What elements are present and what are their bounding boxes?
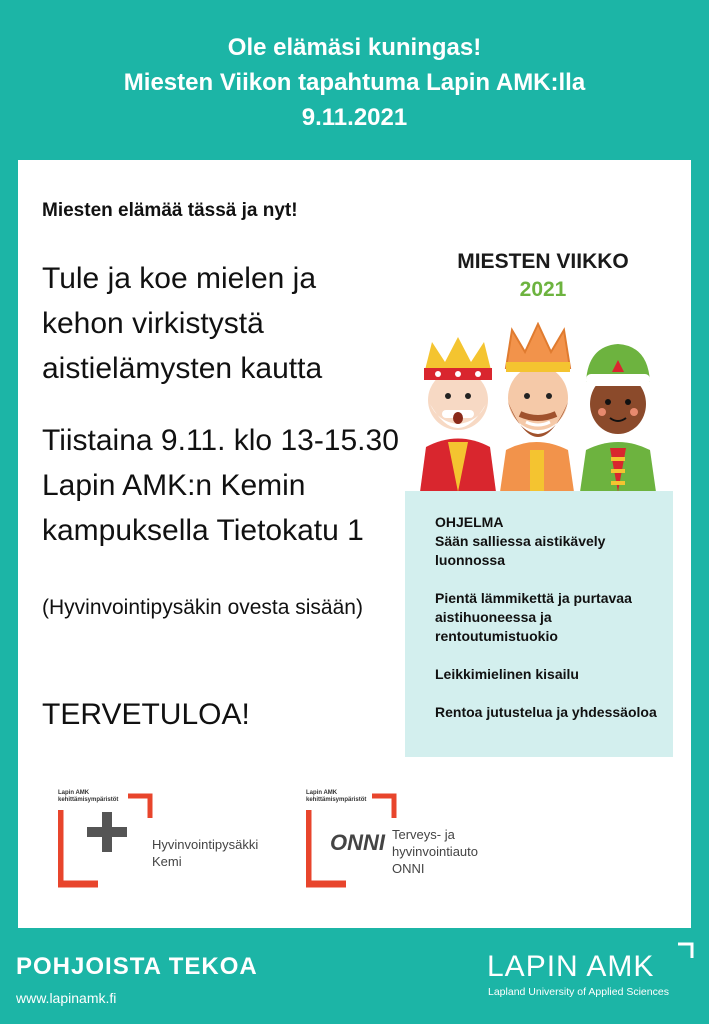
lapin-amk-brand-sub: Lapland University of Applied Sciences xyxy=(488,986,669,998)
onni-mark: ONNI xyxy=(330,830,385,855)
onni-logo xyxy=(306,790,506,890)
poster-header xyxy=(0,30,709,135)
header-line-3: 9.11.2021 xyxy=(301,104,408,131)
logo-label-line3: ONNI xyxy=(392,861,425,876)
brand-corner-icon xyxy=(676,942,696,962)
logo-small-text: Lapin AMK kehittämisympäristöt xyxy=(58,790,119,803)
logo-label-line2: hyvinvointiauto xyxy=(392,844,478,859)
logo-label-line2: Kemi xyxy=(152,854,182,869)
plus-frame-icon xyxy=(58,790,158,890)
content-card xyxy=(18,160,691,928)
footer-url[interactable]: www.lapinamk.fi xyxy=(16,990,117,1006)
logo-label-line1: Hyvinvointipysäkki xyxy=(152,837,259,852)
logo-small-text: Lapin AMK kehittämisympäristöt xyxy=(306,790,367,803)
hyvinvointipysakki-logo xyxy=(58,790,258,890)
lead-text: Tule ja koe mielen ja kehon virkistystä aistielämysten kautta xyxy=(42,262,323,385)
header-line-2: Miesten Viikon tapahtuma Lapin AMK:lla xyxy=(123,69,586,96)
program-item: Rentoa jutustelua ja yhdessäoloa xyxy=(435,704,657,720)
program-item: Sään salliessa aistikävely luonnossa xyxy=(435,533,606,568)
logo-label-line1: Terveys- ja xyxy=(392,827,455,842)
subtitle: Miesten elämää tässä ja nyt! xyxy=(42,200,298,221)
footer-slogan: POHJOISTA TEKOA xyxy=(16,953,258,980)
program-heading: OHJELMA xyxy=(435,514,504,530)
poster-year: 2021 xyxy=(519,278,567,301)
three-kings-illustration xyxy=(408,322,678,492)
lapin-amk-brand: LAPIN AMK xyxy=(487,950,655,983)
miesten-viikko-poster xyxy=(408,240,678,490)
program-box xyxy=(405,491,673,757)
entrance-note: (Hyvinvointipysäkin ovesta sisään) xyxy=(42,596,363,619)
poster-title: MIESTEN VIIKKO xyxy=(457,250,629,273)
program-item: Leikkimielinen kisailu xyxy=(435,666,579,682)
program-item: Pientä lämmikettä ja purtavaa aistihuoneessa ja rentoutumistuokio xyxy=(435,590,632,644)
event-time-place: Tiistaina 9.11. klo 13-15.30 Lapin AMK:n Kemin kampuksella Tietokatu 1 xyxy=(42,424,399,547)
welcome-text: TERVETULOA! xyxy=(42,698,250,731)
header-line-1: Ole elämäsi kuningas! xyxy=(227,34,482,61)
